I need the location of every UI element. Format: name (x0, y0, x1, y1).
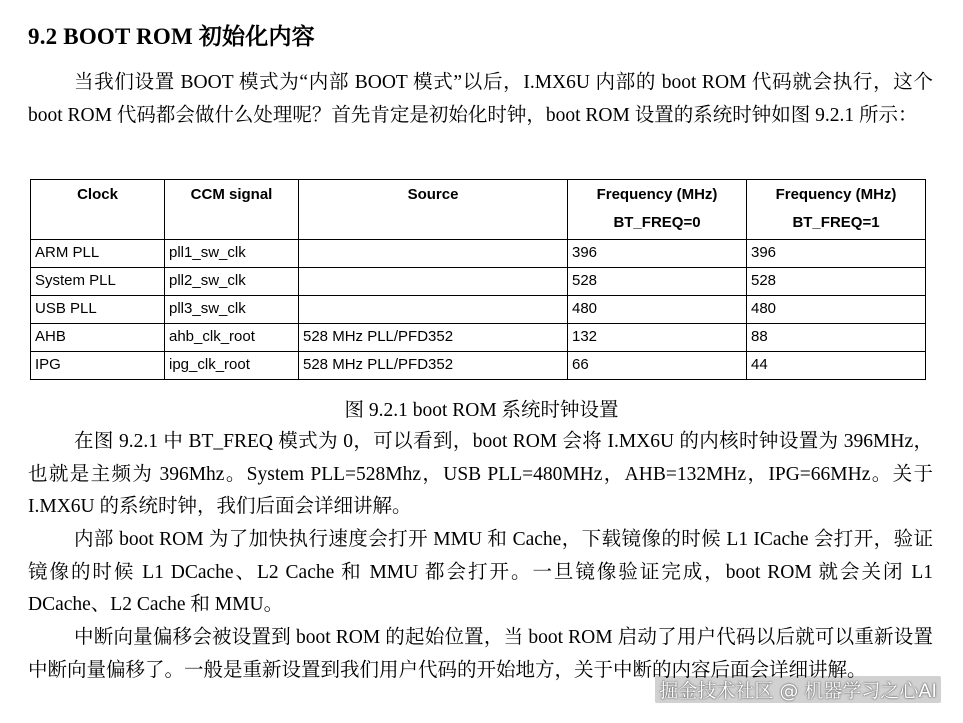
header-source: Source (299, 180, 568, 240)
table-row (31, 296, 926, 324)
cell-freq-0: 480 (568, 296, 747, 324)
cell-freq-1: 88 (747, 324, 926, 352)
watermark: 掘金技术社区 @ 机器学习之心AI (655, 676, 941, 703)
cell-ccm-signal: pll2_sw_clk (165, 268, 299, 296)
cell-clock: IPG (31, 352, 165, 380)
cell-freq-1: 44 (747, 352, 926, 380)
header-frequency-label: Frequency (MHz) (596, 186, 718, 203)
cell-freq-0: 66 (568, 352, 747, 380)
cell-freq-0: 132 (568, 324, 747, 352)
cell-clock: USB PLL (31, 296, 165, 324)
paragraph-mmu-cache: 内部 boot ROM 为了加快执行速度会打开 MMU 和 Cache，下载镜像的时候 L1 ICache 会打开，验证镜像的时候 L1 DCache、L2 Cache 和 MMU 都会打开。一旦镜像验证完成，boot ROM 就会关闭 L1 DCache、L2 Cache 和 MMU。 (28, 529, 933, 615)
paragraph-intro: 当我们设置 BOOT 模式为“内部 BOOT 模式”以后，I.MX6U 内部的 boot ROM 代码就会执行，这个 boot ROM 代码都会做什么处理呢？首先肯定是初始化时钟，boot ROM 设置的系统时钟如图 9.2.1 所示： (28, 72, 933, 126)
cell-source (299, 240, 568, 268)
header-ccm-signal: CCM signal (165, 180, 299, 240)
cell-source: 528 MHz PLL/PFD352 (299, 324, 568, 352)
cell-freq-0: 396 (568, 240, 747, 268)
cell-source: 528 MHz PLL/PFD352 (299, 352, 568, 380)
cell-ccm-signal: pll1_sw_clk (165, 240, 299, 268)
table-row (31, 324, 926, 352)
cell-freq-0: 528 (568, 268, 747, 296)
cell-freq-1: 396 (747, 240, 926, 268)
table-header-row (31, 180, 926, 240)
cell-ccm-signal: ahb_clk_root (165, 324, 299, 352)
clock-settings-table (30, 179, 926, 380)
cell-ccm-signal: ipg_clk_root (165, 352, 299, 380)
header-bt-freq-0-label: BT_FREQ=0 (613, 214, 701, 231)
cell-clock: AHB (31, 324, 165, 352)
paragraph-clock-explanation: 在图 9.2.1 中 BT_FREQ 模式为 0，可以看到，boot ROM 会将 I.MX6U 的内核时钟设置为 396MHz，也就是主频为 396Mhz。System PLL=528Mhz，USB PLL=480MHz，AHB=132MHz，IPG=66MHz。关于 I.MX6U 的系统时钟，我们后面会详细讲解。 (28, 431, 933, 517)
header-frequency-bt-freq-0 (568, 180, 747, 240)
header-frequency-label: Frequency (MHz) (775, 186, 897, 203)
header-clock: Clock (31, 180, 165, 240)
cell-clock: System PLL (31, 268, 165, 296)
cell-freq-1: 528 (747, 268, 926, 296)
cell-source (299, 268, 568, 296)
table-row (31, 240, 926, 268)
table-row (31, 268, 926, 296)
figure-caption: 图 9.2.1 boot ROM 系统时钟设置 (344, 400, 619, 421)
header-frequency-bt-freq-1 (747, 180, 926, 240)
section-heading: 9.2 BOOT ROM 初始化内容 (28, 24, 315, 49)
header-bt-freq-1-label: BT_FREQ=1 (792, 214, 880, 231)
cell-ccm-signal: pll3_sw_clk (165, 296, 299, 324)
cell-source (299, 296, 568, 324)
table-row (31, 352, 926, 380)
cell-clock: ARM PLL (31, 240, 165, 268)
paragraph-interrupt-vector: 中断向量偏移会被设置到 boot ROM 的起始位置，当 boot ROM 启动了用户代码以后就可以重新设置中断向量偏移了。一般是重新设置到我们用户代码的开始地方，关于中断的内容后面会详细讲解。 (28, 627, 933, 681)
cell-freq-1: 480 (747, 296, 926, 324)
